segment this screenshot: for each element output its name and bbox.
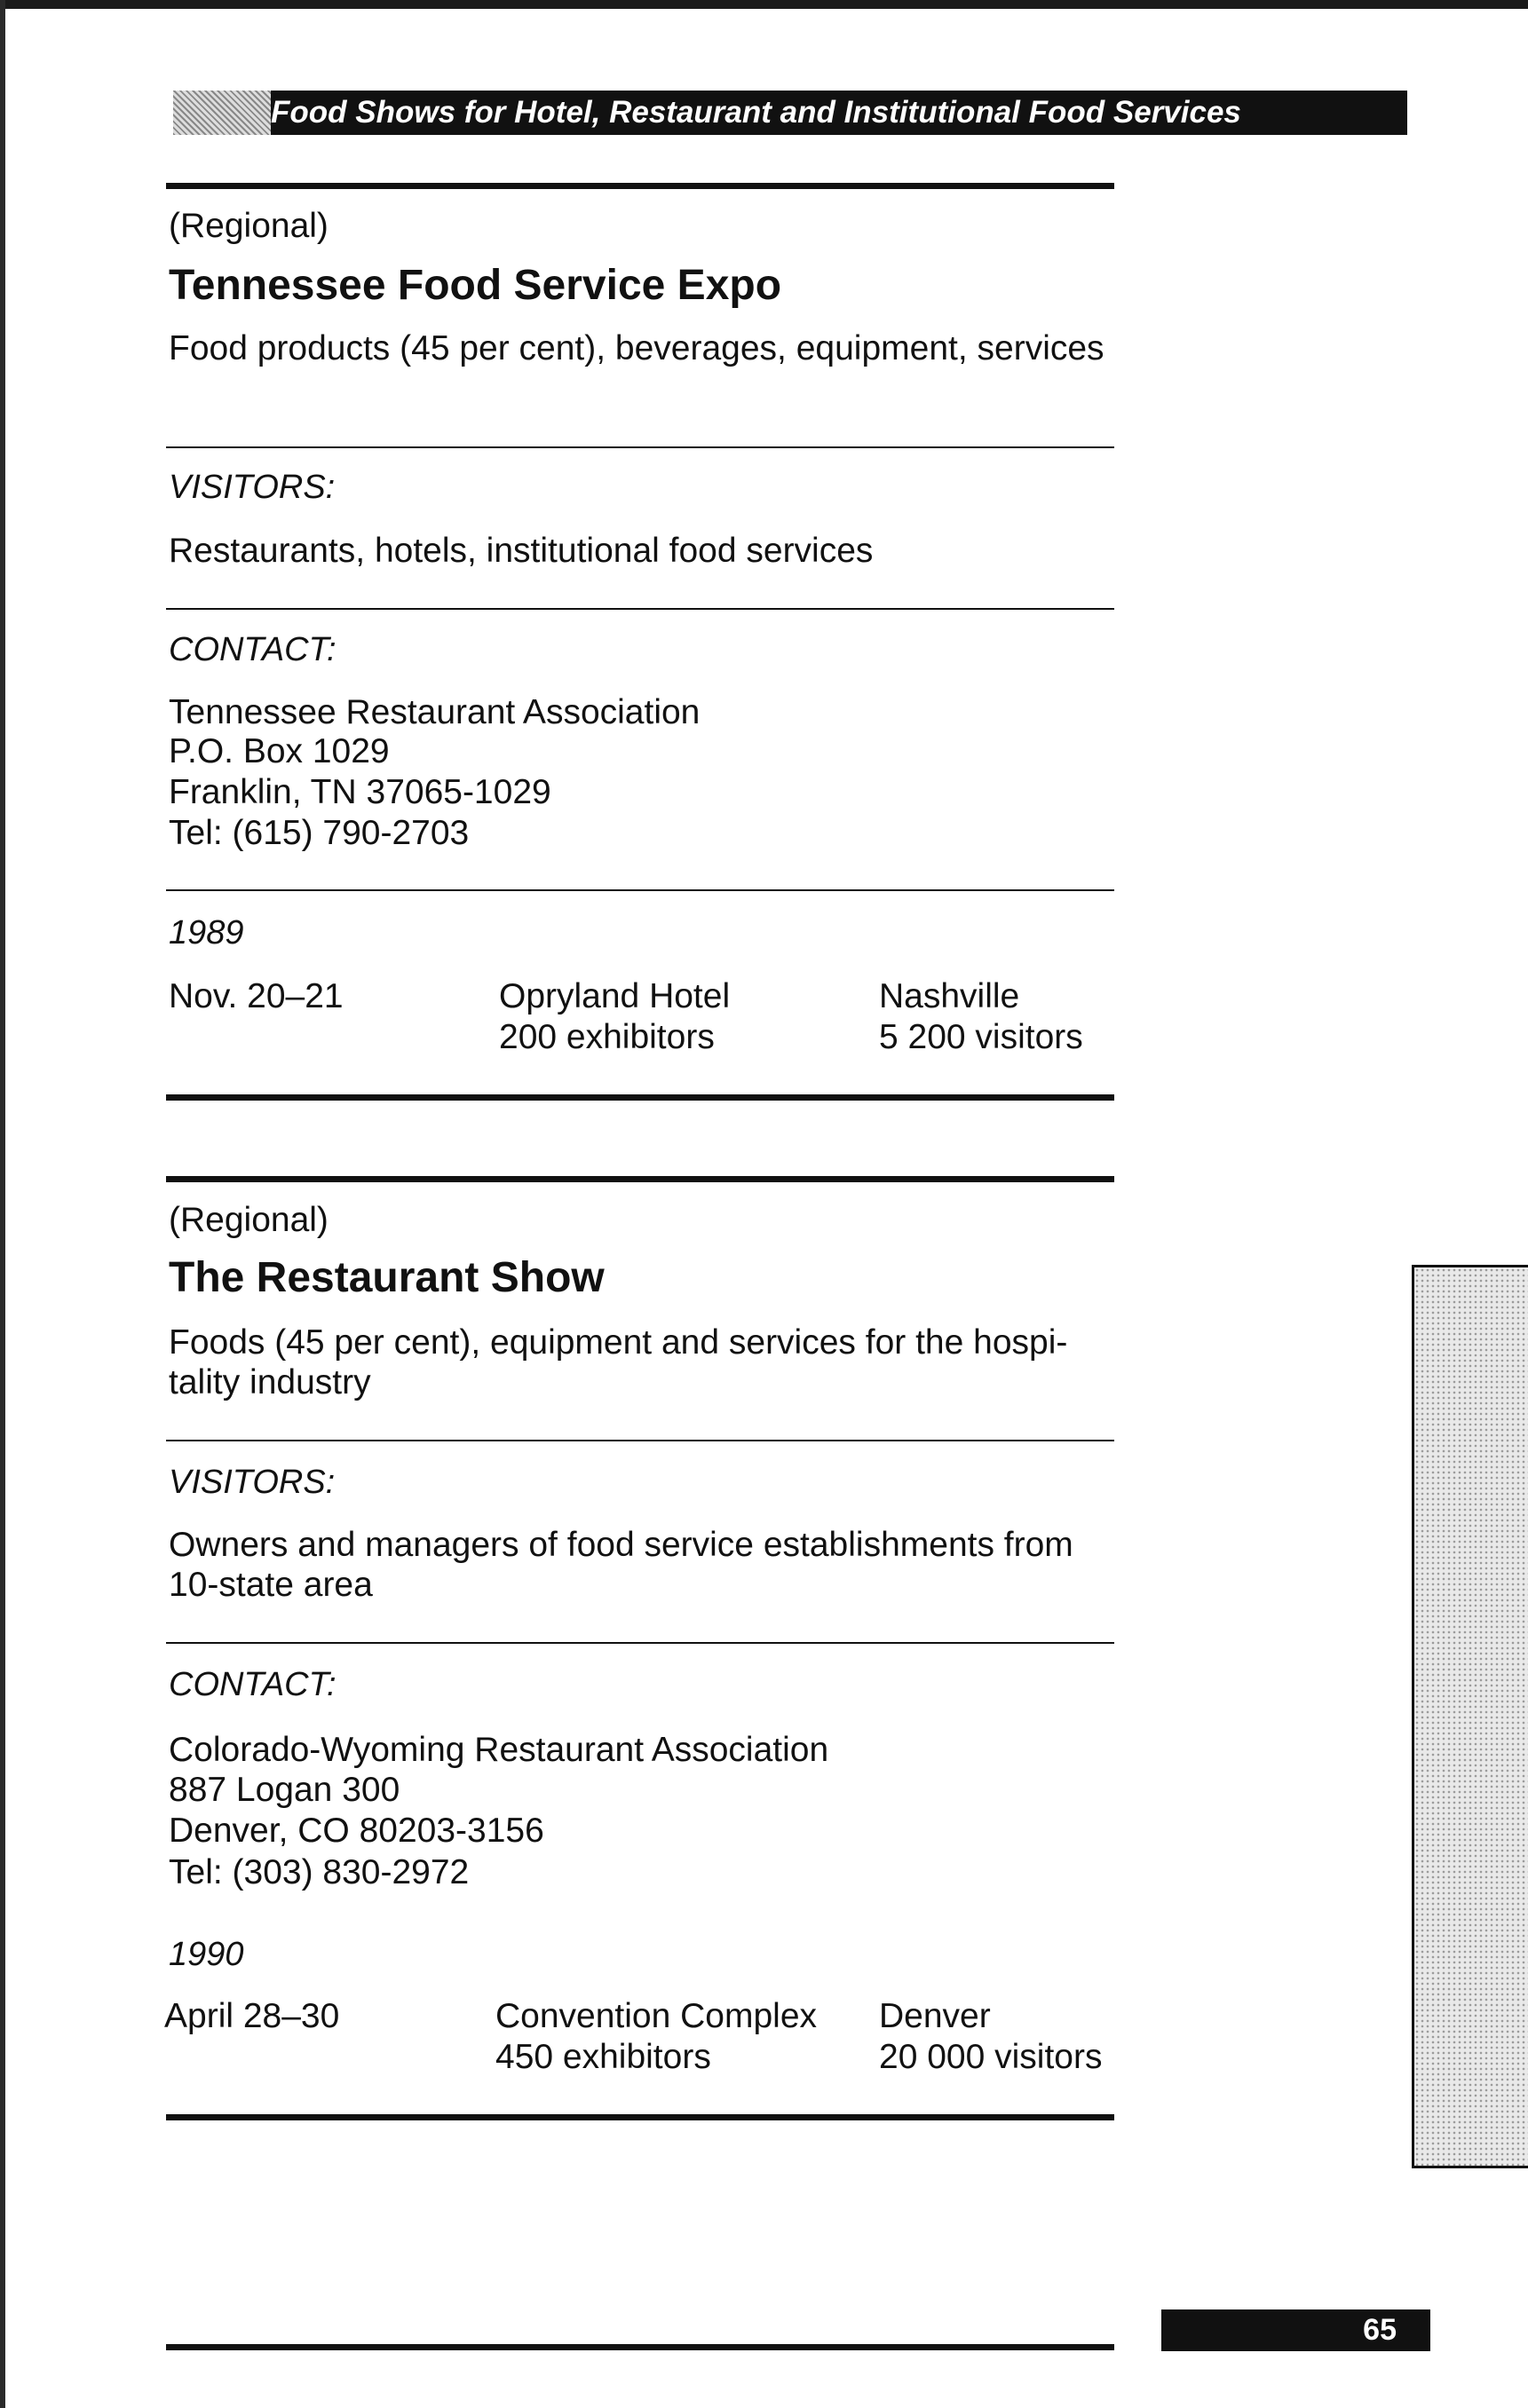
show-venue: Convention Complex [495,1997,818,2035]
show-region: (Regional) [169,1201,329,1239]
page-number: 65 [1161,2309,1430,2351]
section-rule-bottom [166,2114,1114,2120]
show-title: Tennessee Food Service Expo [169,262,782,309]
visitors-label: VISITORS: [169,469,336,506]
visitors-text: Restaurants, hotels, institutional food services [169,532,874,570]
show-exhibitors: 200 exhibitors [499,1018,715,1056]
divider [166,446,1114,448]
running-header-text: Food Shows for Hotel, Restaurant and Institutional Food Services [271,95,1241,130]
show-date: April 28–30 [164,1997,340,2035]
footer-rule [166,2344,1114,2350]
show-venue: Opryland Hotel [499,977,731,1015]
show-title: The Restaurant Show [169,1254,605,1301]
show-city: Nashville [879,977,1020,1015]
running-header-banner [173,91,1407,135]
show-description: Food products (45 per cent), beverages, equipment, services [169,329,1104,367]
show-date: Nov. 20–21 [169,977,344,1015]
chapter-thumb-tab [1412,1265,1528,2168]
banner-texture [173,91,271,135]
show-year: 1989 [169,914,244,951]
show-city: Denver [879,1997,991,2035]
section-rule-top [166,183,1114,189]
divider [166,608,1114,610]
contact-line: 887 Logan 300 [169,1771,400,1809]
contact-label: CONTACT: [169,1666,336,1703]
contact-line: Tel: (615) 790-2703 [169,814,470,852]
scan-edge-top [0,0,1528,9]
contact-line: Denver, CO 80203-3156 [169,1812,544,1850]
divider [166,889,1114,891]
show-year: 1990 [169,1936,244,1973]
section-rule-bottom [166,1094,1114,1101]
show-exhibitors: 450 exhibitors [495,2038,711,2076]
show-attendance: 5 200 visitors [879,1018,1083,1056]
contact-line: P.O. Box 1029 [169,732,390,770]
contact-line: Tel: (303) 830-2972 [169,1853,470,1891]
contact-label: CONTACT: [169,631,336,668]
divider [166,1642,1114,1644]
contact-line: Tennessee Restaurant Association [169,693,701,731]
divider [166,1440,1114,1441]
contact-line: Colorado-Wyoming Restaurant Association [169,1731,829,1769]
show-description-line: Foods (45 per cent), equipment and services for the hospi- [169,1323,1068,1362]
contact-line: Franklin, TN 37065-1029 [169,773,551,811]
visitors-label: VISITORS: [169,1464,336,1501]
show-attendance: 20 000 visitors [879,2038,1103,2076]
visitors-line: 10-state area [169,1566,373,1604]
scan-edge-left [0,0,5,2408]
show-region: (Regional) [169,207,329,245]
show-description-line: tality industry [169,1363,371,1401]
visitors-line: Owners and managers of food service establishments from [169,1526,1073,1564]
section-rule-top [166,1176,1114,1182]
